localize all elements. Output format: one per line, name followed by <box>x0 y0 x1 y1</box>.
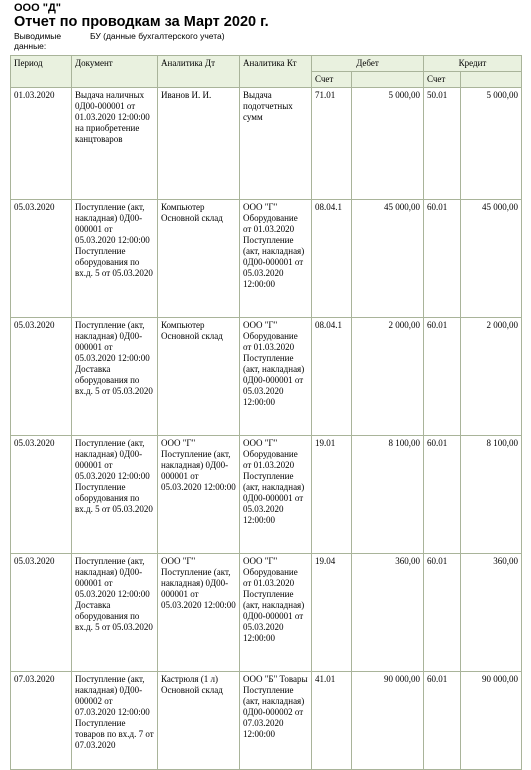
cell-analytics-kt[interactable]: ООО "Г" Оборудование от 01.03.2020 Поступление (акт, накладная) 0Д00-000001 от 05.03.2020 12:00:00 <box>240 318 312 436</box>
cell-credit-account[interactable]: 60.01 <box>424 318 461 436</box>
organization-name: ООО "Д" <box>14 2 61 14</box>
cell-debit-amount[interactable]: 90 000,00 <box>352 672 424 770</box>
cell-period[interactable]: 05.03.2020 <box>11 318 72 436</box>
cell-period[interactable]: 01.03.2020 <box>11 88 72 200</box>
column-header-document[interactable]: Документ <box>72 56 158 88</box>
cell-document[interactable]: Поступление (акт, накладная) 0Д00-000001 от 05.03.2020 12:00:00 Поступление оборудования по вх.д. 5 от 05.03.2020 <box>72 436 158 554</box>
data-source-value: БУ (данные бухгалтерского учета) <box>90 31 225 41</box>
cell-analytics-dt[interactable]: Компьютер Основной склад <box>158 318 240 436</box>
table-row[interactable] <box>11 672 522 770</box>
cell-analytics-kt[interactable]: Выдача подотчетных сумм <box>240 88 312 200</box>
cell-period[interactable]: 05.03.2020 <box>11 436 72 554</box>
column-header-credit-account[interactable]: Счет <box>424 72 461 88</box>
cell-period[interactable]: 05.03.2020 <box>11 200 72 318</box>
cell-period[interactable]: 05.03.2020 <box>11 554 72 672</box>
cell-credit-amount[interactable]: 2 000,00 <box>461 318 522 436</box>
cell-credit-amount[interactable]: 45 000,00 <box>461 200 522 318</box>
cell-document[interactable]: Поступление (акт, накладная) 0Д00-000002 от 07.03.2020 12:00:00 Поступление товаров по вх.д. 7 от 07.03.2020 <box>72 672 158 770</box>
cell-credit-account[interactable]: 50.01 <box>424 88 461 200</box>
cell-debit-account[interactable]: 08.04.1 <box>312 200 352 318</box>
column-header-debit-account[interactable]: Счет <box>312 72 352 88</box>
cell-period[interactable]: 07.03.2020 <box>11 672 72 770</box>
postings-table-body <box>11 88 522 770</box>
cell-debit-account[interactable]: 08.04.1 <box>312 318 352 436</box>
cell-analytics-kt[interactable]: ООО "Г" Оборудование от 01.03.2020 Поступление (акт, накладная) 0Д00-000001 от 05.03.2020 12:00:00 <box>240 436 312 554</box>
cell-debit-amount[interactable]: 360,00 <box>352 554 424 672</box>
column-header-credit-amount <box>461 72 522 88</box>
cell-debit-account[interactable]: 41.01 <box>312 672 352 770</box>
cell-credit-account[interactable]: 60.01 <box>424 200 461 318</box>
cell-document[interactable]: Выдача наличных 0Д00-000001 от 01.03.2020 12:00:00 на приобретение канцтоваров <box>72 88 158 200</box>
column-header-analytics-kt[interactable]: Аналитика Кт <box>240 56 312 88</box>
cell-analytics-dt[interactable]: ООО "Г" Поступление (акт, накладная) 0Д00-000001 от 05.03.2020 12:00:00 <box>158 554 240 672</box>
table-row[interactable] <box>11 554 522 672</box>
cell-analytics-kt[interactable]: ООО "Б" Товары Поступление (акт, накладная) 0Д00-000002 от 07.03.2020 12:00:00 <box>240 672 312 770</box>
cell-analytics-kt[interactable]: ООО "Г" Оборудование от 01.03.2020 Поступление (акт, накладная) 0Д00-000001 от 05.03.2020 12:00:00 <box>240 554 312 672</box>
cell-credit-account[interactable]: 60.01 <box>424 672 461 770</box>
column-header-period[interactable]: Период <box>11 56 72 88</box>
postings-table <box>10 55 522 770</box>
cell-debit-account[interactable]: 71.01 <box>312 88 352 200</box>
cell-analytics-kt[interactable]: ООО "Г" Оборудование от 01.03.2020 Поступление (акт, накладная) 0Д00-000001 от 05.03.2020 12:00:00 <box>240 200 312 318</box>
cell-analytics-dt[interactable]: ООО "Г" Поступление (акт, накладная) 0Д00-000001 от 05.03.2020 12:00:00 <box>158 436 240 554</box>
cell-credit-account[interactable]: 60.01 <box>424 436 461 554</box>
cell-debit-amount[interactable]: 5 000,00 <box>352 88 424 200</box>
column-header-analytics-dt[interactable]: Аналитика Дт <box>158 56 240 88</box>
cell-credit-amount[interactable]: 8 100,00 <box>461 436 522 554</box>
cell-document[interactable]: Поступление (акт, накладная) 0Д00-000001 от 05.03.2020 12:00:00 Поступление оборудования по вх.д. 5 от 05.03.2020 <box>72 200 158 318</box>
cell-analytics-dt[interactable]: Кастрюля (1 л) Основной склад <box>158 672 240 770</box>
cell-debit-amount[interactable]: 45 000,00 <box>352 200 424 318</box>
report-title: Отчет по проводкам за Март 2020 г. <box>14 14 269 30</box>
cell-credit-amount[interactable]: 90 000,00 <box>461 672 522 770</box>
cell-credit-account[interactable]: 60.01 <box>424 554 461 672</box>
cell-analytics-dt[interactable]: Иванов И. И. <box>158 88 240 200</box>
cell-document[interactable]: Поступление (акт, накладная) 0Д00-000001 от 05.03.2020 12:00:00 Доставка оборудования по вх.д. 5 от 05.03.2020 <box>72 554 158 672</box>
table-row[interactable] <box>11 88 522 200</box>
cell-debit-account[interactable]: 19.01 <box>312 436 352 554</box>
table-row[interactable] <box>11 318 522 436</box>
data-source-label: Выводимые данные: <box>14 31 62 51</box>
column-header-debit[interactable]: Дебет <box>312 56 424 72</box>
cell-analytics-dt[interactable]: Компьютер Основной склад <box>158 200 240 318</box>
table-row[interactable] <box>11 436 522 554</box>
cell-document[interactable]: Поступление (акт, накладная) 0Д00-000001 от 05.03.2020 12:00:00 Доставка оборудования по вх.д. 5 от 05.03.2020 <box>72 318 158 436</box>
cell-credit-amount[interactable]: 5 000,00 <box>461 88 522 200</box>
column-header-debit-amount <box>352 72 424 88</box>
column-header-credit[interactable]: Кредит <box>424 56 522 72</box>
cell-debit-amount[interactable]: 8 100,00 <box>352 436 424 554</box>
table-row[interactable] <box>11 200 522 318</box>
cell-debit-account[interactable]: 19.04 <box>312 554 352 672</box>
cell-credit-amount[interactable]: 360,00 <box>461 554 522 672</box>
cell-debit-amount[interactable]: 2 000,00 <box>352 318 424 436</box>
